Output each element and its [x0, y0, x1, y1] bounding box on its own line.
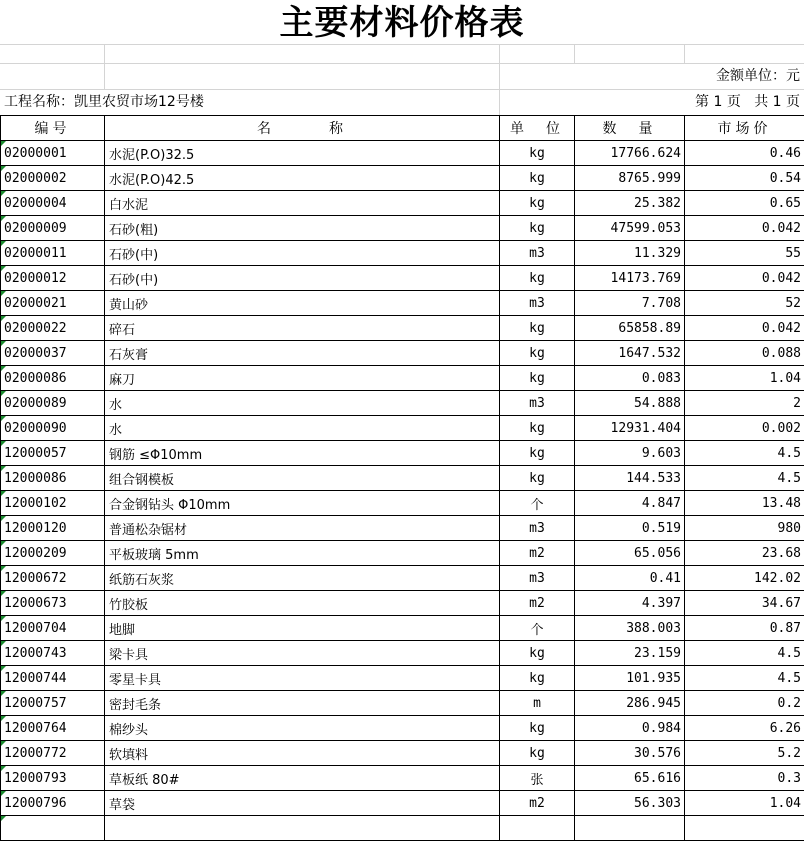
cell-price[interactable]: 34.67 — [685, 591, 804, 616]
table-row — [1, 491, 804, 516]
cell-code[interactable]: 02000022 — [1, 316, 105, 341]
cell-quantity[interactable]: 0.41 — [575, 566, 685, 591]
cell-name[interactable]: 梁卡具 — [105, 641, 500, 666]
cell-unit[interactable]: 个 — [500, 491, 575, 516]
cell-price[interactable]: 0.54 — [685, 166, 804, 191]
column-header-unit[interactable]: 单 位 — [500, 116, 575, 141]
cell-code[interactable]: 12000796 — [1, 791, 105, 816]
cell-code[interactable]: 02000012 — [1, 266, 105, 291]
cell-quantity[interactable]: 65.056 — [575, 541, 685, 566]
cell-quantity[interactable]: 388.003 — [575, 616, 685, 641]
table-row — [1, 466, 804, 491]
cell-code[interactable]: 02000001 — [1, 141, 105, 166]
cell-name[interactable]: 竹胶板 — [105, 591, 500, 616]
cell-unit[interactable]: kg — [500, 141, 575, 166]
cell-name[interactable]: 石砂(中) — [105, 241, 500, 266]
cell-name[interactable]: 普通松杂锯材 — [105, 516, 500, 541]
cell-quantity[interactable]: 101.935 — [575, 666, 685, 691]
cell-name[interactable]: 碎石 — [105, 316, 500, 341]
cell-unit[interactable]: kg — [500, 741, 575, 766]
table-row — [1, 541, 804, 566]
cell-name[interactable]: 黄山砂 — [105, 291, 500, 316]
cell-name[interactable]: 钢筋 ≤Φ10mm — [105, 441, 500, 466]
cell-code[interactable]: 02000089 — [1, 391, 105, 416]
project-info-row — [0, 89, 804, 115]
cell-price[interactable]: 2 — [685, 391, 804, 416]
cell-quantity[interactable]: 11.329 — [575, 241, 685, 266]
cell-price[interactable]: 0.042 — [685, 266, 804, 291]
cell-name[interactable]: 平板玻璃 5mm — [105, 541, 500, 566]
project-name: 工程名称：凯里农贸市场12号楼 — [4, 94, 204, 110]
cell-code[interactable]: 02000090 — [1, 416, 105, 441]
gridline — [684, 44, 685, 63]
cell-quantity[interactable]: 56.303 — [575, 791, 685, 816]
cell-price[interactable]: 0.46 — [685, 141, 804, 166]
table-header-row — [1, 116, 804, 141]
cell-unit[interactable]: kg — [500, 316, 575, 341]
cell-quantity[interactable]: 23.159 — [575, 641, 685, 666]
cell-code[interactable]: 12000744 — [1, 666, 105, 691]
cell-unit[interactable]: kg — [500, 166, 575, 191]
cell-unit[interactable]: kg — [500, 366, 575, 391]
cell-unit[interactable]: kg — [500, 466, 575, 491]
cell-price[interactable]: 0.042 — [685, 316, 804, 341]
cell-name[interactable]: 石砂(粗) — [105, 216, 500, 241]
cell-code[interactable]: 12000772 — [1, 741, 105, 766]
cell-price[interactable]: 0.65 — [685, 191, 804, 216]
cell-unit[interactable]: m3 — [500, 391, 575, 416]
cell-code[interactable]: 12000120 — [1, 516, 105, 541]
cell-code[interactable] — [1, 816, 105, 841]
cell-code[interactable]: 02000037 — [1, 341, 105, 366]
cell-quantity[interactable]: 4.397 — [575, 591, 685, 616]
cell-price[interactable]: 5.2 — [685, 741, 804, 766]
cell-name[interactable]: 水泥(P.O)42.5 — [105, 166, 500, 191]
cell-price[interactable]: 142.02 — [685, 566, 804, 591]
table-row — [1, 516, 804, 541]
table-row — [1, 416, 804, 441]
cell-quantity[interactable]: 1647.532 — [575, 341, 685, 366]
table-body — [1, 141, 804, 841]
cell-unit[interactable]: m2 — [500, 591, 575, 616]
column-header-quantity[interactable]: 数 量 — [575, 116, 685, 141]
table-row — [1, 316, 804, 341]
table-row — [1, 166, 804, 191]
cell-quantity[interactable]: 17766.624 — [575, 141, 685, 166]
cell-code[interactable]: 12000102 — [1, 491, 105, 516]
column-header-name[interactable]: 名 称 — [105, 116, 500, 141]
table-row — [1, 441, 804, 466]
cell-quantity[interactable]: 9.603 — [575, 441, 685, 466]
cell-quantity[interactable]: 12931.404 — [575, 416, 685, 441]
cell-name[interactable]: 水 — [105, 416, 500, 441]
cell-quantity[interactable]: 25.382 — [575, 191, 685, 216]
table-row — [1, 666, 804, 691]
table-row — [1, 716, 804, 741]
cell-price[interactable]: 4.5 — [685, 666, 804, 691]
cell-code[interactable]: 12000793 — [1, 766, 105, 791]
gridline — [574, 44, 575, 63]
cell-name[interactable]: 草板纸 80# — [105, 766, 500, 791]
cell-unit[interactable]: 张 — [500, 766, 575, 791]
cell-quantity[interactable]: 30.576 — [575, 741, 685, 766]
table-row — [1, 291, 804, 316]
table-row — [1, 341, 804, 366]
cell-quantity[interactable] — [575, 816, 685, 841]
cell-price[interactable]: 1.04 — [685, 366, 804, 391]
cell-unit[interactable]: m3 — [500, 241, 575, 266]
table-row — [1, 391, 804, 416]
table-row — [1, 691, 804, 716]
table-row — [1, 241, 804, 266]
table-row — [1, 766, 804, 791]
cell-name[interactable]: 石灰膏 — [105, 341, 500, 366]
cell-unit[interactable]: kg — [500, 666, 575, 691]
cell-price[interactable]: 55 — [685, 241, 804, 266]
table-row — [1, 641, 804, 666]
cell-price[interactable]: 52 — [685, 291, 804, 316]
cell-unit[interactable]: kg — [500, 641, 575, 666]
cell-unit[interactable]: kg — [500, 416, 575, 441]
cell-code[interactable]: 12000673 — [1, 591, 105, 616]
table-row — [1, 591, 804, 616]
table-row — [1, 791, 804, 816]
cell-quantity[interactable]: 0.984 — [575, 716, 685, 741]
column-header-price[interactable]: 市场价 — [685, 116, 804, 141]
cell-name[interactable]: 水 — [105, 391, 500, 416]
cell-price[interactable]: 0.002 — [685, 416, 804, 441]
cell-unit[interactable] — [500, 816, 575, 841]
cell-name[interactable]: 地脚 — [105, 616, 500, 641]
materials-price-table — [0, 115, 804, 841]
cell-price[interactable]: 1.04 — [685, 791, 804, 816]
cell-code[interactable]: 02000004 — [1, 191, 105, 216]
cell-price[interactable]: 4.5 — [685, 641, 804, 666]
cell-unit[interactable]: kg — [500, 191, 575, 216]
cell-name[interactable]: 密封毛条 — [105, 691, 500, 716]
cell-quantity[interactable]: 7.708 — [575, 291, 685, 316]
cell-unit[interactable]: 个 — [500, 616, 575, 641]
cell-quantity[interactable]: 8765.999 — [575, 166, 685, 191]
cell-name[interactable]: 软填料 — [105, 741, 500, 766]
cell-name[interactable]: 麻刀 — [105, 366, 500, 391]
cell-price[interactable] — [685, 816, 804, 841]
cell-name[interactable]: 白水泥 — [105, 191, 500, 216]
cell-quantity[interactable]: 0.083 — [575, 366, 685, 391]
cell-code[interactable]: 12000764 — [1, 716, 105, 741]
cell-code[interactable]: 02000021 — [1, 291, 105, 316]
amount-unit-label: 金额单位：元 — [716, 68, 800, 84]
cell-name[interactable]: 纸筋石灰浆 — [105, 566, 500, 591]
cell-name[interactable]: 石砂(中) — [105, 266, 500, 291]
cell-unit[interactable]: m2 — [500, 541, 575, 566]
cell-code[interactable]: 02000009 — [1, 216, 105, 241]
cell-quantity[interactable]: 65.616 — [575, 766, 685, 791]
cell-price[interactable]: 0.87 — [685, 616, 804, 641]
cell-unit[interactable]: m — [500, 691, 575, 716]
cell-name[interactable]: 零星卡具 — [105, 666, 500, 691]
table-row — [1, 141, 804, 166]
page-info: 第 1 页 共 1 页 — [695, 94, 800, 110]
cell-price[interactable]: 980 — [685, 516, 804, 541]
cell-price[interactable]: 13.48 — [685, 491, 804, 516]
page-title: 主要材料价格表 — [279, 3, 525, 43]
cell-quantity[interactable]: 4.847 — [575, 491, 685, 516]
cell-unit[interactable]: kg — [500, 266, 575, 291]
cell-code[interactable]: 02000011 — [1, 241, 105, 266]
cell-price[interactable]: 0.088 — [685, 341, 804, 366]
cell-quantity[interactable]: 65858.89 — [575, 316, 685, 341]
table-row — [1, 366, 804, 391]
cell-unit[interactable]: kg — [500, 216, 575, 241]
cell-name[interactable]: 组合钢模板 — [105, 466, 500, 491]
cell-price[interactable]: 4.5 — [685, 441, 804, 466]
cell-unit[interactable]: m3 — [500, 566, 575, 591]
cell-unit[interactable]: m3 — [500, 516, 575, 541]
cell-quantity[interactable]: 286.945 — [575, 691, 685, 716]
cell-code[interactable]: 12000209 — [1, 541, 105, 566]
cell-price[interactable]: 0.042 — [685, 216, 804, 241]
column-header-code[interactable]: 编号 — [1, 116, 105, 141]
cell-quantity[interactable]: 144.533 — [575, 466, 685, 491]
cell-name[interactable]: 合金钢钻头 Φ10mm — [105, 491, 500, 516]
cell-code[interactable]: 12000704 — [1, 616, 105, 641]
cell-code[interactable]: 12000757 — [1, 691, 105, 716]
table-row — [1, 566, 804, 591]
cell-code[interactable]: 12000086 — [1, 466, 105, 491]
cell-price[interactable]: 4.5 — [685, 466, 804, 491]
cell-name[interactable]: 水泥(P.O)32.5 — [105, 141, 500, 166]
table-row — [1, 191, 804, 216]
table-row — [1, 266, 804, 291]
cell-unit[interactable]: kg — [500, 341, 575, 366]
cell-unit[interactable]: kg — [500, 716, 575, 741]
cell-name[interactable] — [105, 816, 500, 841]
cell-price[interactable]: 0.2 — [685, 691, 804, 716]
cell-quantity[interactable]: 54.888 — [575, 391, 685, 416]
cell-unit[interactable]: kg — [500, 441, 575, 466]
table-row — [1, 816, 804, 841]
cell-code[interactable]: 12000672 — [1, 566, 105, 591]
cell-quantity[interactable]: 47599.053 — [575, 216, 685, 241]
cell-code[interactable]: 12000057 — [1, 441, 105, 466]
cell-price[interactable]: 6.26 — [685, 716, 804, 741]
cell-name[interactable]: 棉纱头 — [105, 716, 500, 741]
cell-price[interactable]: 0.3 — [685, 766, 804, 791]
cell-code[interactable]: 02000086 — [1, 366, 105, 391]
table-row — [1, 741, 804, 766]
cell-unit[interactable]: m3 — [500, 291, 575, 316]
cell-code[interactable]: 02000002 — [1, 166, 105, 191]
cell-quantity[interactable]: 0.519 — [575, 516, 685, 541]
table-row — [1, 216, 804, 241]
table-row — [1, 616, 804, 641]
cell-code[interactable]: 12000743 — [1, 641, 105, 666]
cell-price[interactable]: 23.68 — [685, 541, 804, 566]
cell-name[interactable]: 草袋 — [105, 791, 500, 816]
cell-quantity[interactable]: 14173.769 — [575, 266, 685, 291]
cell-unit[interactable]: m2 — [500, 791, 575, 816]
